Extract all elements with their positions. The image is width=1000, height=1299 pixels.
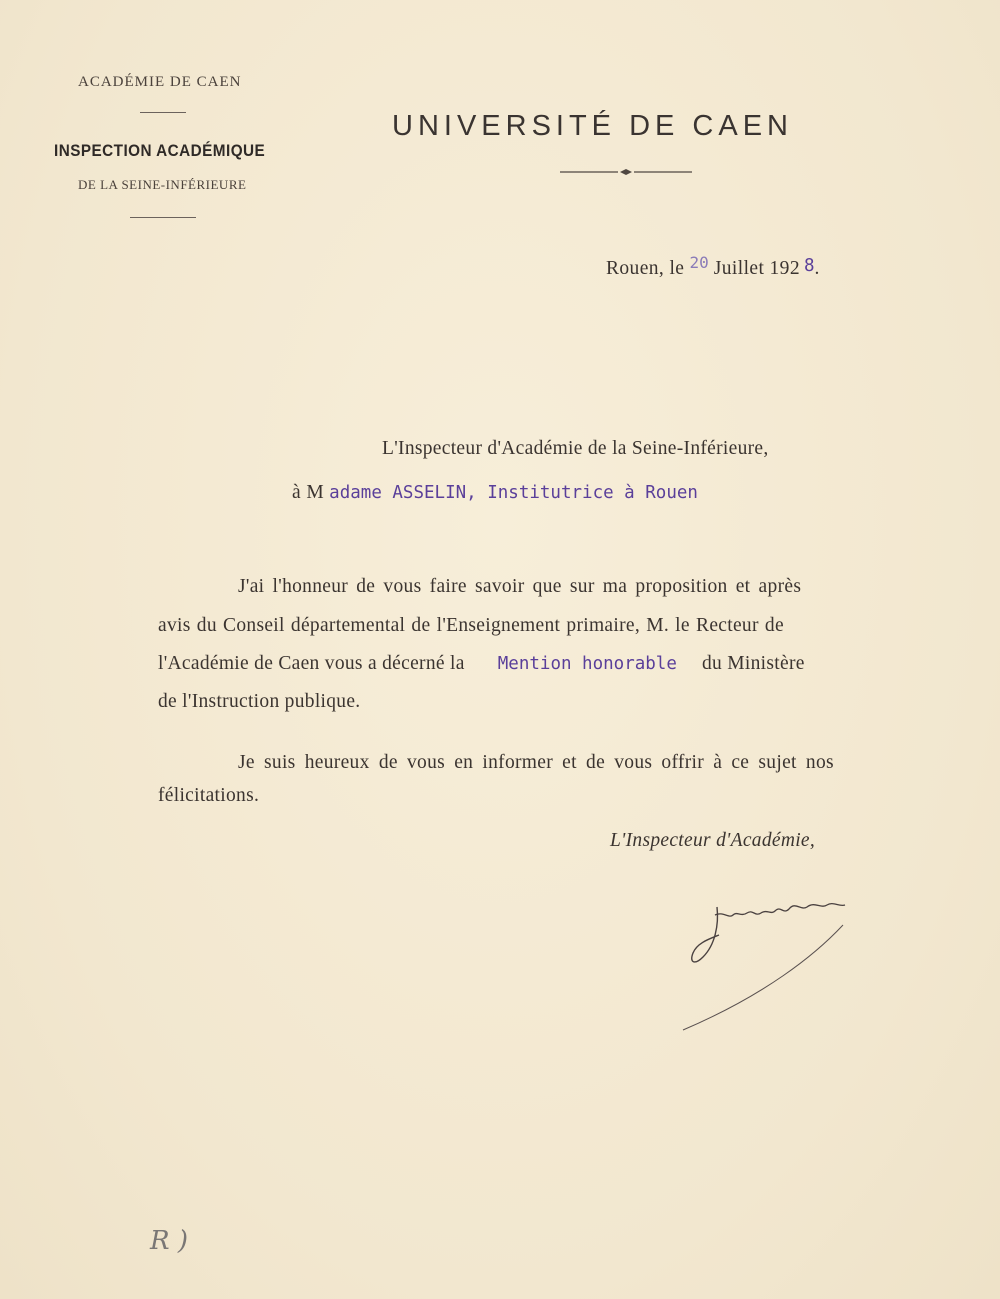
paragraph1-line4: de l'Instruction publique. bbox=[158, 691, 361, 712]
paragraph1-line3 bbox=[158, 653, 805, 675]
paragraph1-line1: J'ai l'honneur de vous faire savoir que sur ma proposition et après bbox=[238, 576, 802, 597]
recipient-typed: adame ASSELIN, Institutrice à Rouen bbox=[329, 483, 698, 503]
academie-heading: ACADÉMIE DE CAEN bbox=[78, 74, 242, 90]
mention-honorable: Mention honorable bbox=[497, 654, 677, 674]
dateline bbox=[606, 253, 820, 280]
recipient-prefix: à M bbox=[292, 482, 325, 503]
dateline-year-digit: 8 bbox=[804, 256, 815, 276]
dateline-day: 20 bbox=[689, 253, 709, 272]
paragraph1-line3-after: du Ministère bbox=[701, 653, 805, 674]
ornament-divider bbox=[558, 166, 694, 178]
university-title: UNIVERSITÉ DE CAEN bbox=[392, 110, 793, 142]
paragraph2-line2: félicitations. bbox=[158, 785, 260, 806]
dateline-prefix: Rouen, le bbox=[606, 258, 685, 279]
paragraph1-line2: avis du Conseil départemental de l'Enseignement primaire, M. le Recteur de bbox=[158, 615, 784, 636]
divider bbox=[130, 217, 196, 218]
recipient-line bbox=[292, 482, 698, 504]
dateline-end: . bbox=[814, 258, 820, 279]
pencil-annotation: R ) bbox=[150, 1226, 188, 1256]
signature bbox=[675, 885, 865, 1035]
sender-line: L'Inspecteur d'Académie de la Seine-Inférieure, bbox=[382, 438, 769, 459]
divider bbox=[140, 112, 186, 113]
closing-line: L'Inspecteur d'Académie, bbox=[610, 830, 816, 851]
paragraph1-line3-before: l'Académie de Caen vous a décerné la bbox=[158, 653, 465, 674]
inspection-heading: INSPECTION ACADÉMIQUE bbox=[54, 141, 266, 160]
department-heading: DE LA SEINE-INFÉRIEURE bbox=[78, 177, 247, 192]
dateline-month-year: Juillet 192 bbox=[713, 258, 800, 279]
paragraph2-line1: Je suis heureux de vous en informer et de vous offrir à ce sujet nos bbox=[238, 752, 834, 773]
